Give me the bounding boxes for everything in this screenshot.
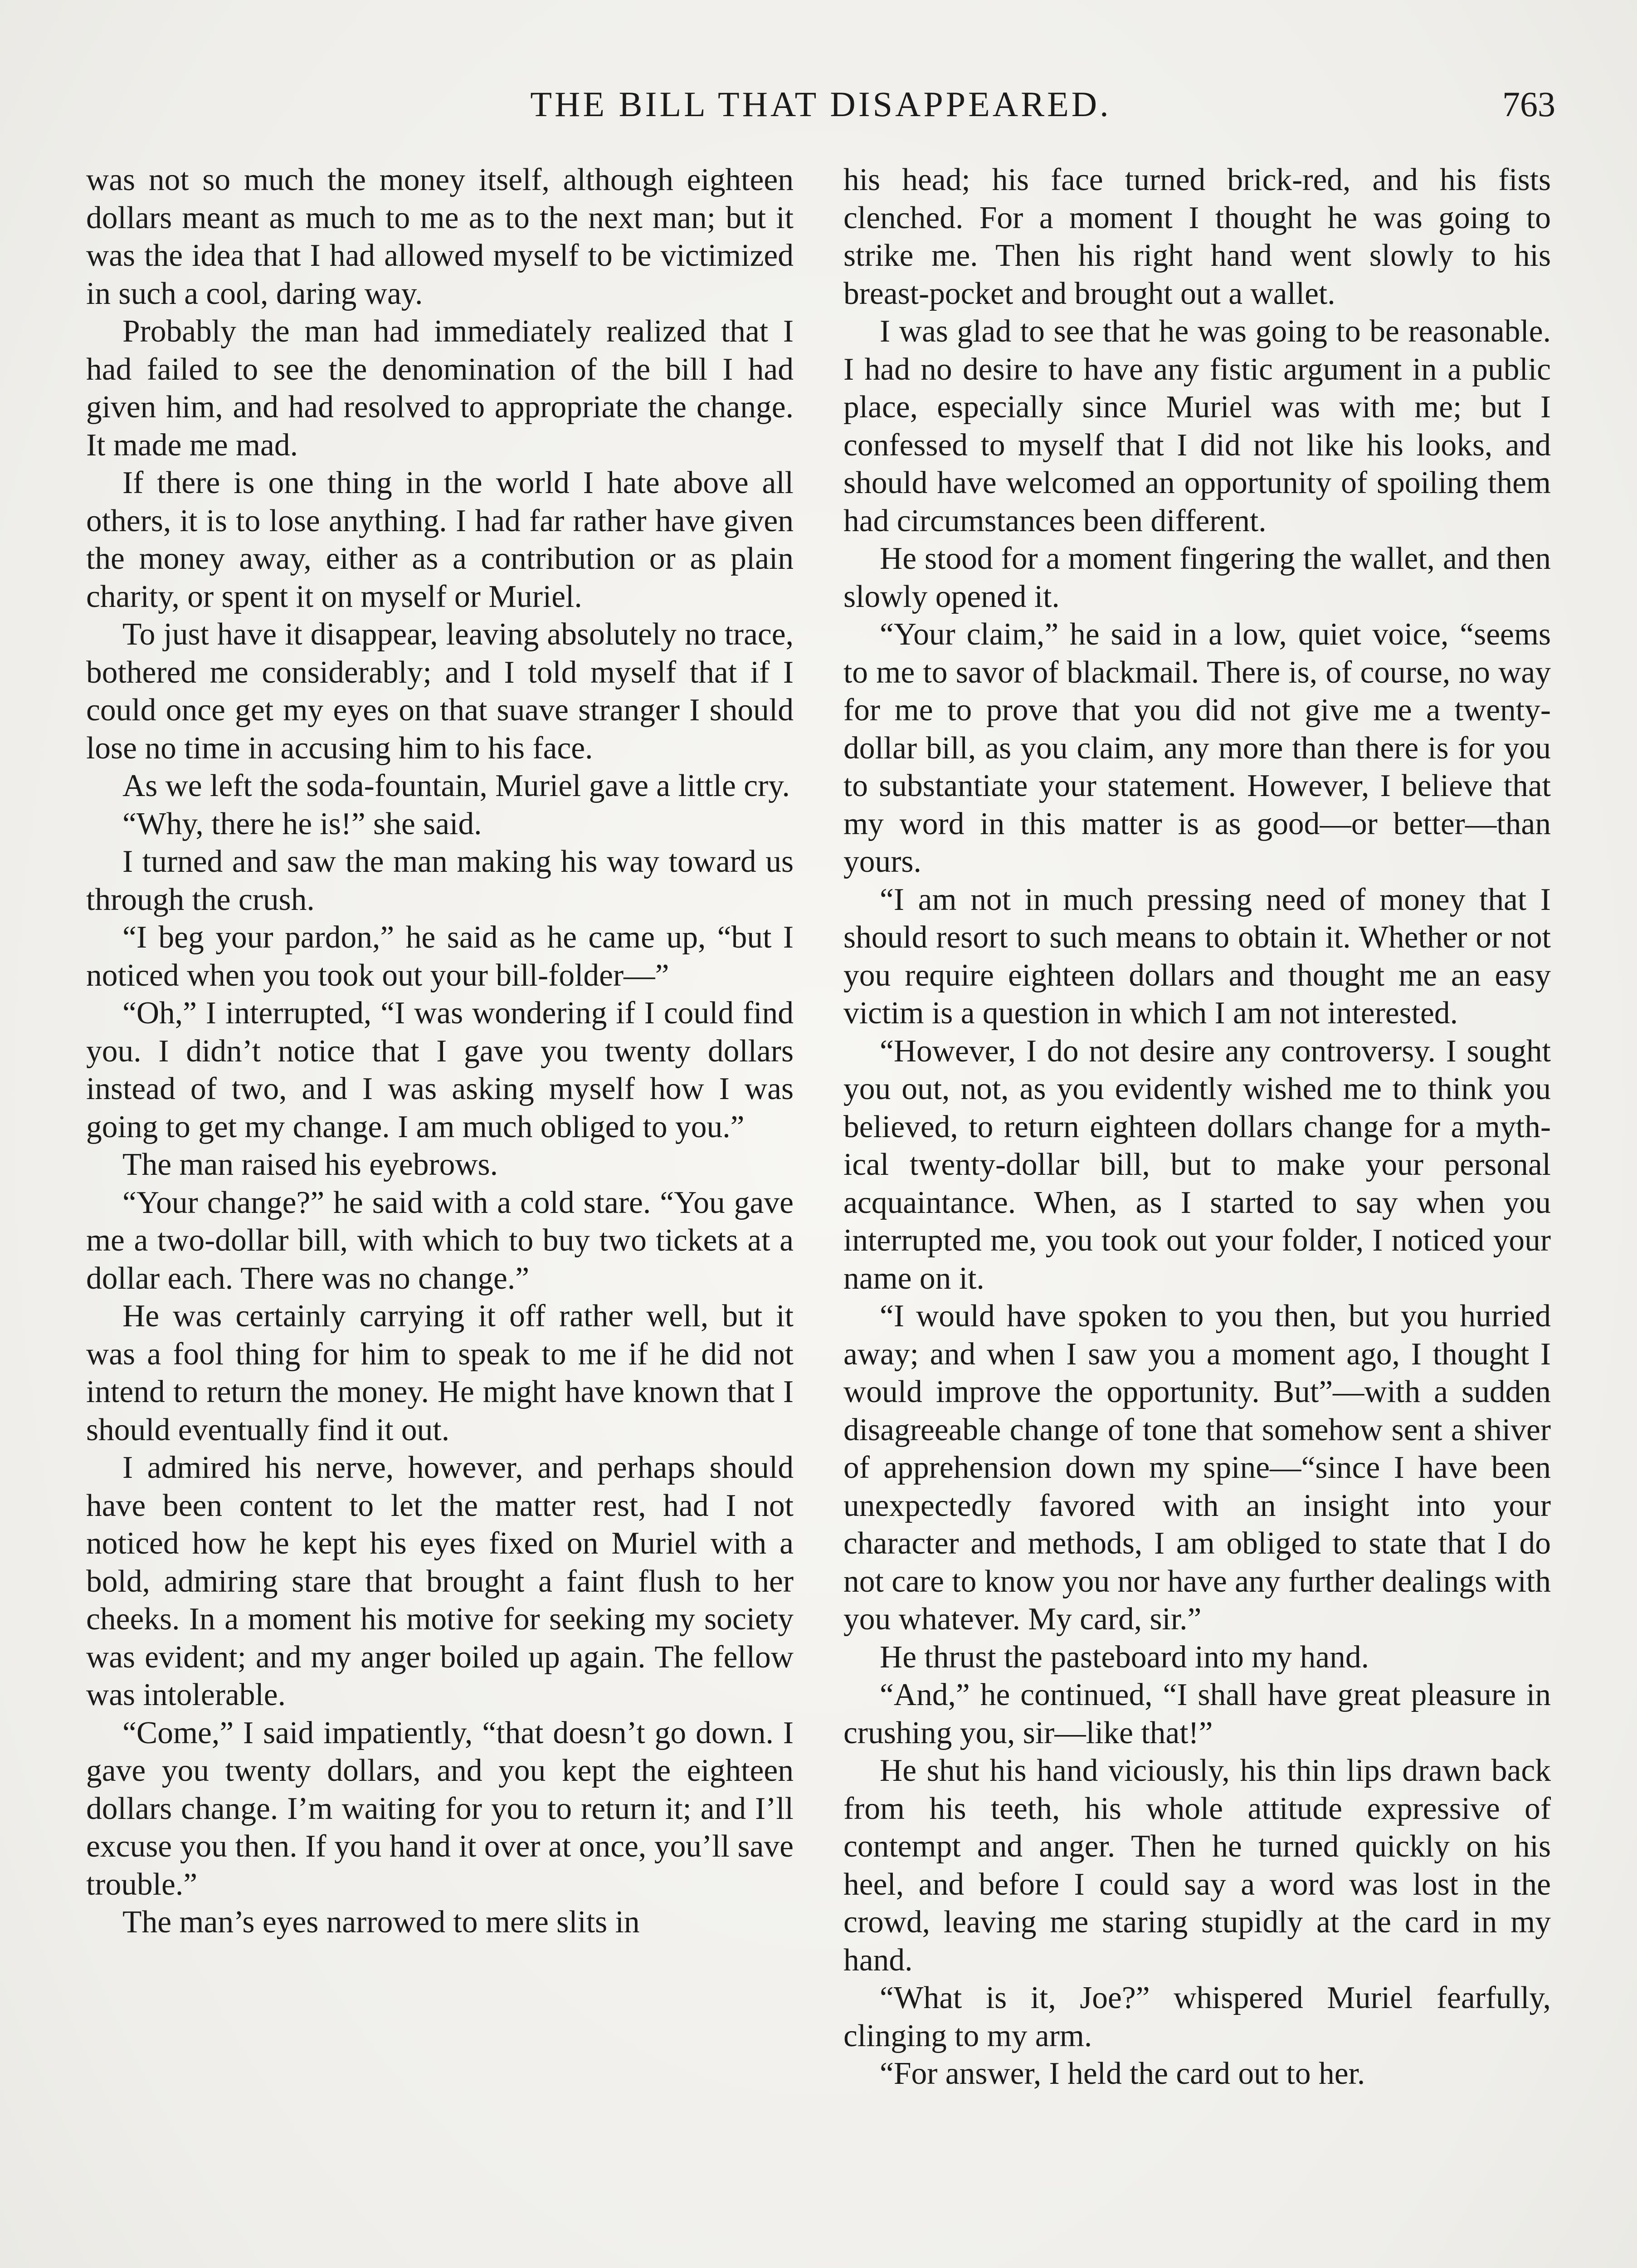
paragraph: I admired his nerve, however, and perhaps should have been content to let the matter rest, had I not noticed how he kept his eyes fixed on Muriel with a bold, admiring stare that brought a faint flush to her cheeks. In a moment his motive for seeking my society was evident; and my anger boiled up again. The fellow was intolerable. [86,1450,794,1712]
paragraph: “Your change?” he said with a cold stare. “You gave me a two-dollar bill, with which to buy two tickets at a dollar each. There was no change.” [86,1185,794,1296]
paragraph: I turned and saw the man making his way toward us through the crush. [86,844,794,917]
paragraph: “For answer, I held the card out to her. [880,2056,1365,2091]
paragraph: “However, I do not desire any controversy. I sought you out, not, as you evidently wished me to think you believed, to return eighteen dollars change for a mythical twenty-dollar bill, but to make your personal acquaintance. When, as I started to say when you interrupted me, you took out your folder, I noticed your name on it. [843,1033,1551,1296]
paragraph: “I beg your pardon,” he said as he came up, “but I noticed when you took out your bill-folder—” [86,920,794,993]
paragraph: He thrust the pasteboard into my hand. [880,1639,1369,1675]
running-title: THE BILL THAT DISAPPEARED. [530,84,1111,124]
paragraph: He was certainly carrying it off rather well, but it was a fool thing for him to speak to me if he did not intend to return the money. He might have known that I should eventually find it out. [86,1299,794,1447]
paragraph: He shut his hand viciously, his thin lips drawn back from his teeth, his whole attitude expressive of contempt and anger. Then he turned quickly on his heel, and before I could say a word was lost in the crowd, leaving me staring stupidly at the card in my hand. [843,1753,1551,1978]
paragraph: The man raised his eyebrows. [122,1147,498,1182]
paragraph: If there is one thing in the world I hate above all others, it is to lose anything. I had far rather have given the money away, either as a contribution or as plain charity, or spent it on myself or Muriel. [86,465,794,614]
paragraph: “Why, there he is!” she said. [122,806,482,841]
right-column [843,161,1551,2093]
paragraph: The man’s eyes narrowed to mere slits in [122,1905,640,1940]
left-column [86,161,794,1941]
paragraph: “Oh,” I interrupted, “I was wondering if I could find you. I didn’t notice that I gave you twenty dollars instead of two, and I was asking myself how I was going to get my change. I am much obliged to you.” [86,996,794,1144]
page-number: 763 [1502,84,1555,124]
paragraph: “What is it, Joe?” whispered Muriel fearfully, clinging to my arm. [843,1980,1551,2053]
paragraph: “And,” he continued, “I shall have great pleasure in crushing you, sir—like that!” [843,1677,1551,1750]
paragraph: To just have it disappear, leaving absolutely no trace, bothered me considerably; and I told myself that if I could once get my eyes on that suave stranger I should lose no time in accusing him to his face. [86,617,794,766]
paragraph: “I am not in much pressing need of money that I should resort to such means to obtain it. Whether or not you require eighteen dollars and thought me an easy victim is a question in which I am not interested. [843,882,1551,1031]
paragraph: “Come,” I said impatiently, “that doesn’t go down. I gave you twenty dollars, and you kept the eighteen dollars change. I’m waiting for you to return it; and I’ll excuse you then. If you hand it over at once, you’ll save trouble.” [86,1715,794,1902]
paragraph: As we left the soda-fountain, Muriel gave a little cry. [122,768,790,803]
paragraph: “Your claim,” he said in a low, quiet voice, “seems to me to savor of blackmail. There is, of course, no way for me to prove that you did not give me a twenty-dollar bill, as you claim, any more than there is for you to substantiate your statement. However, I believe that my word in this matter is as good—or better—than yours. [843,617,1551,879]
paragraph: Probably the man had immediately realized that I had failed to see the denomination of the bill I had given him, and had resolved to appropriate the change. It made me mad. [86,314,794,463]
paragraph: “I would have spoken to you then, but you hurried away; and when I saw you a moment ago, I thought I would improve the opportunity. But”—with a sudden disagreeable change of tone that somehow sent a shiver of apprehension down my spine—“since I have been unexpectedly favored with an insight into your character and methods, I am obliged to state that I do not care to know you nor have any further dealings with you whatever. My card, sir.” [843,1299,1551,1637]
paragraph: He stood for a moment fingering the wallet, and then slowly opened it. [843,541,1551,614]
paragraph: I was glad to see that he was going to be reasonable. I had no desire to have any fistic argument in a public place, especially since Muriel was with me; but I confessed to myself that I did not like his looks, and should have welcomed an opportunity of spoiling them had circumstances been different. [843,314,1551,538]
running-head [86,77,1555,132]
paragraph: his head; his face turned brick-red, and his fists clenched. For a moment I thought he was going to strike me. Then his right hand went slowly to his breast-pocket and brought out a wallet. [843,162,1551,311]
paragraph: was not so much the money itself, although eighteen dollars meant as much to me as to the next man; but it was the idea that I had allowed myself to be victimized in such a cool, daring way. [86,162,794,311]
